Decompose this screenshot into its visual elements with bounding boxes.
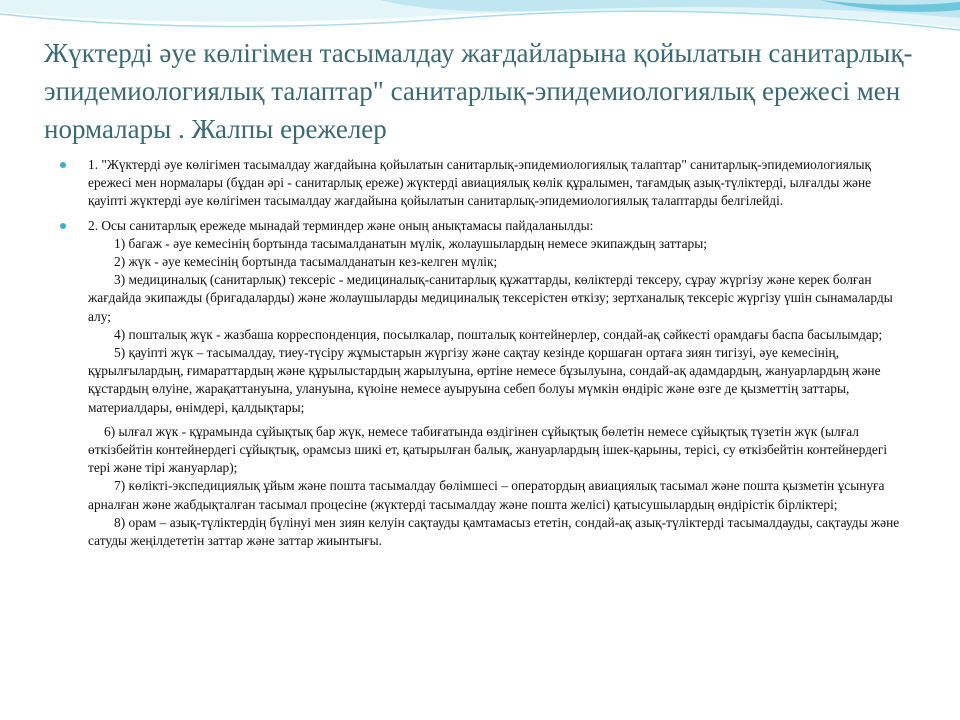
definition-item: 7) көлікті-экспедициялық ұйым және пошта тасымалдау бөлімшесі – оператордың авиациялық тасымал және пошта қызметін ұсынуға арналған және жабдықталған тасымал процесіне (жүктерді тасымалдау және пошта желісі) қатысушылардың өндірістік бірліктері; bbox=[88, 478, 885, 512]
definition-item: 5) қауіпті жүк – тасымалдау, тиеу-түсіру жұмыстарын жүргізу және сақтау кезінде қоршаған ортаға зиян тигізуі, әуе кемесінің, құрылғылардың, ғимараттардың және құрылыстардың жарылуына, өртіне немесе бұзылуына, сондай-ақ адамдардың, жануарлардың және құстардың өлуіне, жарақаттануына, улануына, күюіне немесе ауыруына себеп болуы мүмкін өндіріс және өзге де қызметтің заттары, материалдары, өнімдері, қалдықтары; bbox=[88, 345, 881, 415]
bullet-dot-icon bbox=[60, 223, 66, 229]
point-2-intro: 2. Осы санитарлық ережеде мынадай терминдер және оның анықтамасы пайдаланылды: bbox=[88, 217, 594, 233]
definition-item: 4) пошталық жүк - жазбаша корреспонденция, посылкалар, пошталық контейнерлер, сондай-ақ сәйкесті орамдағы баспа басылымдар; bbox=[114, 326, 883, 342]
bullet-dot-icon bbox=[60, 162, 66, 168]
definition-item: 8) орам – азық-түліктердің бүлінуі мен зиян келуін сақтауды қамтамасыз ететін, сондай-ақ азық-түліктерді тасымалдауды, сақтауды және сатуды жеңілдететін заттар және заттар жиынтығы. bbox=[88, 514, 900, 549]
bullet-point-1 bbox=[60, 156, 912, 211]
definition-item: 2) жүк - әуе кемесінің бортында тасымалданатын кез-келген мүлік; bbox=[114, 254, 498, 270]
slide-body bbox=[60, 156, 912, 550]
slide-title: Жүктерді әуе көлігімен тасымалдау жағдайларына қойылатын санитарлық-эпидемиологиялық талаптар" санитарлық-эпидемиологиялық ережесі мен нормалары . Жалпы ережелер bbox=[44, 38, 913, 144]
definition-item: 3) медициналық (санитарлық) тексеріс - медициналық-санитарлық құжаттарды, көліктерді тексеру, сұрау жүргізу және керек болған жағдайда экипажды (бригадаларды) және жолаушыларды медициналық тексерістен өткізу; зертханалық тексеріс жүргізу үшін сынамаларды алу; bbox=[88, 272, 893, 324]
definition-item: 1) багаж - әуе кемесінің бортында тасымалданатын мүлік, жолаушылардың немесе экипаждың заттары; bbox=[114, 235, 707, 251]
point-1-text: 1. "Жүктерді әуе көлігімен тасымалдау жағдайына қойылатын санитарлық-эпидемиологиялық талаптар" санитарлық-эпидемиологиялық ережесі мен нормалары (бұдан әрі - санитарлық ереже) жүктерді авиациялық көлік құралымен, тағамдық азық-түліктерді, ылғалды және қауіпті жүктерді әуе көлігімен тасымалдау жағдайына қойылатын санитарлық-эпидемиологиялық талаптарды белгілейді. bbox=[88, 157, 872, 209]
bullet-point-2 bbox=[60, 217, 912, 551]
definition-item: 6) ылғал жүк - құрамында сұйықтық бар жүк, немесе табиғатында өздігінен сұйықтық бөлетін немесе сұйықтық түзетін жүк (ылғал өткізбейтін контейнердегі сұйықтық, орамсыз шикі ет, қатырылған балық, жануарлардың ішек-қарыны, терісі, су өткізбейтін контейнердегі тері және тірі жануарлар); bbox=[88, 423, 888, 476]
